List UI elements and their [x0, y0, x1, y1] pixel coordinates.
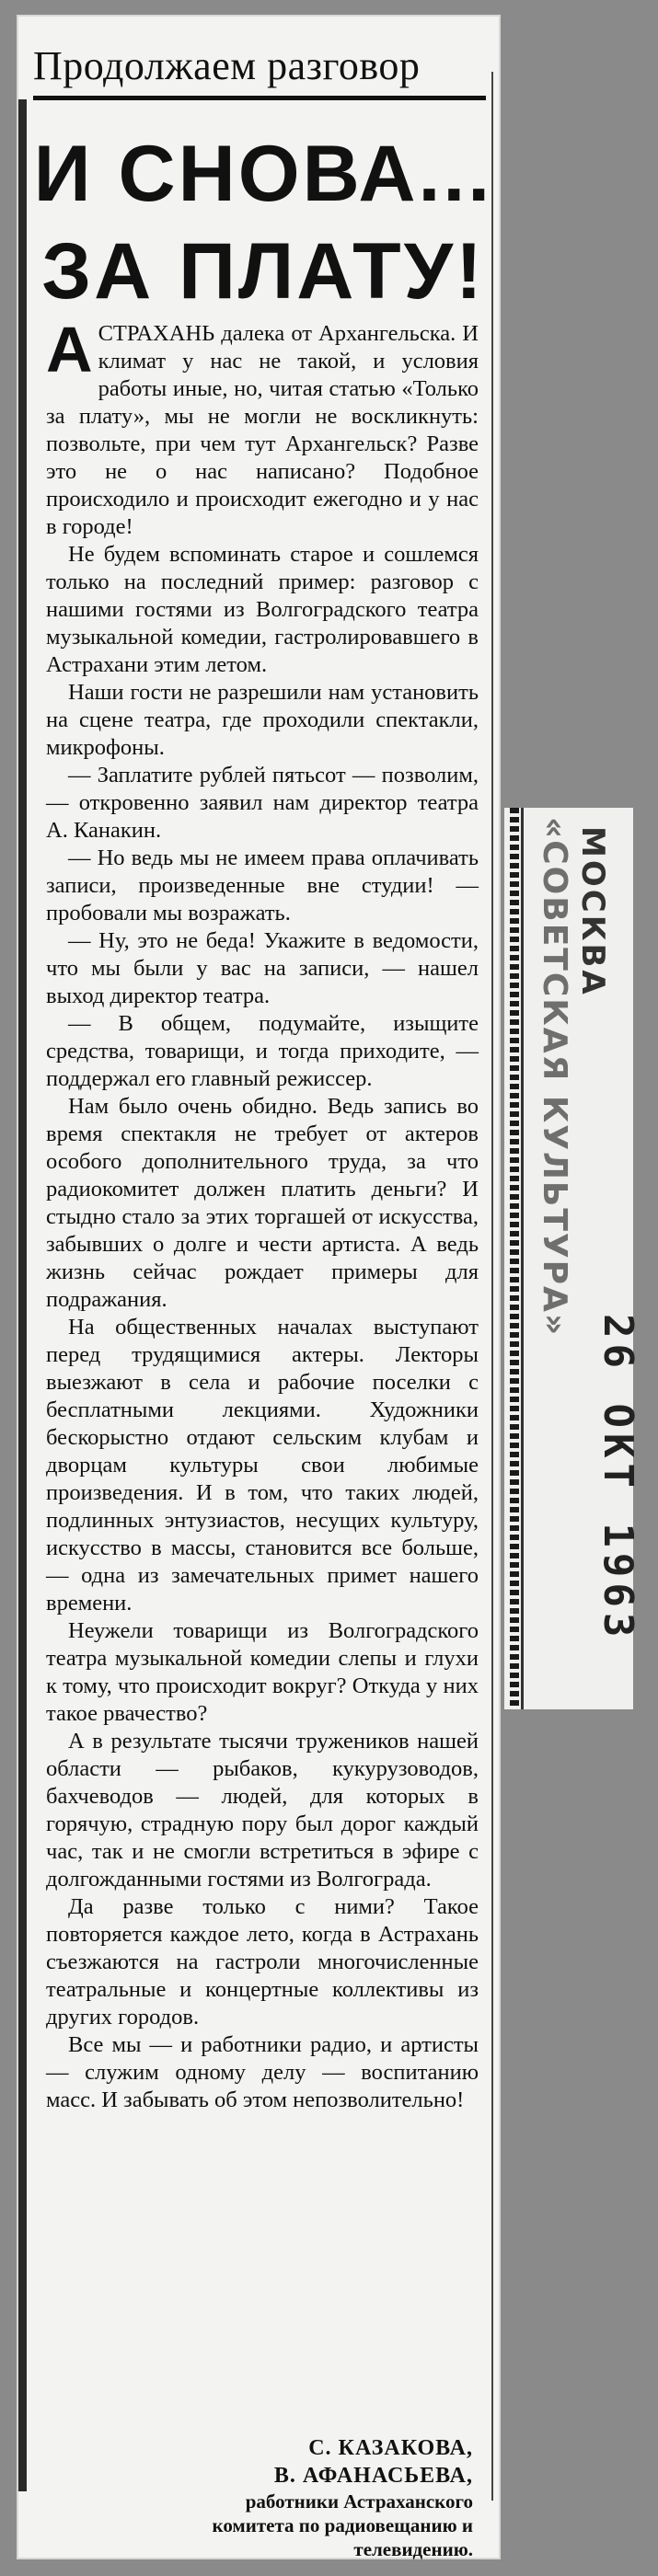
- column-rule-right: [491, 72, 493, 2501]
- paragraph: Не будем вспоминать старое и сошлемся только на последний пример: разговор с нашими гостями из Волгоградского театра музыкальной комедии, гастролировавшего в Астрахани этим летом.: [46, 542, 479, 677]
- paragraph: На общественных началах выступают перед трудящимися актеры. Лекторы выезжают в села и рабочие поселки с бесплатными лекциями. Художники бескорыстно отдают сельским клубам и дворцам культуры свои любимые произведения. И в том, что таких людей, подлинных энтузиастов, несущих культуру, искусство в массы, становится все больше, — одна из замечательных примет нашего времени.: [46, 1315, 479, 1616]
- author-name-1: С. КАЗАКОВА,: [308, 2436, 473, 2460]
- drop-cap: А: [46, 314, 93, 385]
- paragraph: — В общем, подумайте, изыщите средства, товарищи, и тогда приходите, — поддержал его главный режиссер.: [46, 1011, 479, 1091]
- rubric-heading: Продолжаем разговор: [33, 39, 486, 100]
- stamp-city: МОСКВА: [574, 826, 611, 997]
- paragraph: — Но ведь мы не имеем права оплачивать записи, произведенные вне студии! — пробовали мы возражать.: [46, 845, 479, 926]
- paragraph: Да разве только с ними? Такое повторяется каждое лето, когда в Астрахань съезжаются на гастроли многочисленные театральные и концертные коллективы из других городов.: [46, 1894, 479, 2030]
- author-signature: [46, 2434, 479, 2561]
- article-headline: [33, 125, 493, 320]
- source-stamp-strip: [504, 808, 641, 1709]
- stamp-publication-name: «СОВЕТСКАЯ КУЛЬТУРА»: [536, 817, 573, 1338]
- paragraph: — Ну, это не беда! Укажите в ведомости, что мы были у вас на записи, — нашел выход директор театра.: [46, 928, 479, 1008]
- paragraph: А в результате тысячи тружеников нашей области — рыбаков, кукурузоводов, бахчеводов — людей, для которых в горячую, страдную пору был дорог каждый час, так и не смогли встретиться в эфире с долгожданными гостями из Волгограда.: [46, 1729, 479, 1892]
- article-body: [46, 314, 479, 2114]
- paragraph: Наши гости не разрешили нам установить на сцене театра, где проходили спектакли, микрофоны.: [46, 680, 479, 760]
- paragraph: АСТРАХАНЬ далека от Архангельска. И климат у нас не такой, и условия работы иные, но, читая статью «Только за плату», мы не могли не воскликнуть: позвольте, при чем тут Архангельск? Разве это не о нас написано? Подобное происходило и происходит ежегодно и у нас в городе!: [46, 314, 479, 539]
- paragraph: — Заплатите рублей пятьсот — позволим, — откровенно заявил нам директор театра А. Канакин.: [46, 763, 479, 843]
- author-name-2: В. АФАНАСЬЕВА,: [273, 2464, 473, 2488]
- headline-line-2: ЗА ПЛАТУ!: [41, 227, 485, 316]
- paragraph: Все мы — и работники радио, и артисты — служим одному делу — воспитанию масс. И забывать об этом непозволительно!: [46, 2032, 479, 2112]
- stamp-border-line: [521, 808, 524, 1709]
- stamp-date: 26 ОКТ 1963: [595, 1314, 641, 1643]
- headline-line-1: И СНОВА...: [33, 130, 493, 218]
- newspaper-clipping: [18, 17, 499, 2558]
- author-affiliation-3: телевидению.: [353, 2538, 473, 2560]
- paragraph: Нам было очень обидно. Ведь запись во время спектакля не требует от актеров особого дополнительного труда, за что радиокомитет должен платить деньги? И стыдно стало за этих торгашей от искусства, забывших о долге и чести артиста. А ведь жизнь сейчас рождает примеры для подражания.: [46, 1094, 479, 1312]
- stamp-perforation: [510, 808, 519, 1709]
- column-rule-left: [18, 99, 27, 2491]
- paragraph: Неужели товарищи из Волгоградского театра музыкальной комедии слепы и глухи к тому, что происходит вокруг? Откуда у них такое рвачество?: [46, 1618, 479, 1726]
- author-affiliation-2: комитета по радиовещанию и: [212, 2514, 473, 2536]
- author-affiliation-1: работники Астраханского: [245, 2490, 473, 2513]
